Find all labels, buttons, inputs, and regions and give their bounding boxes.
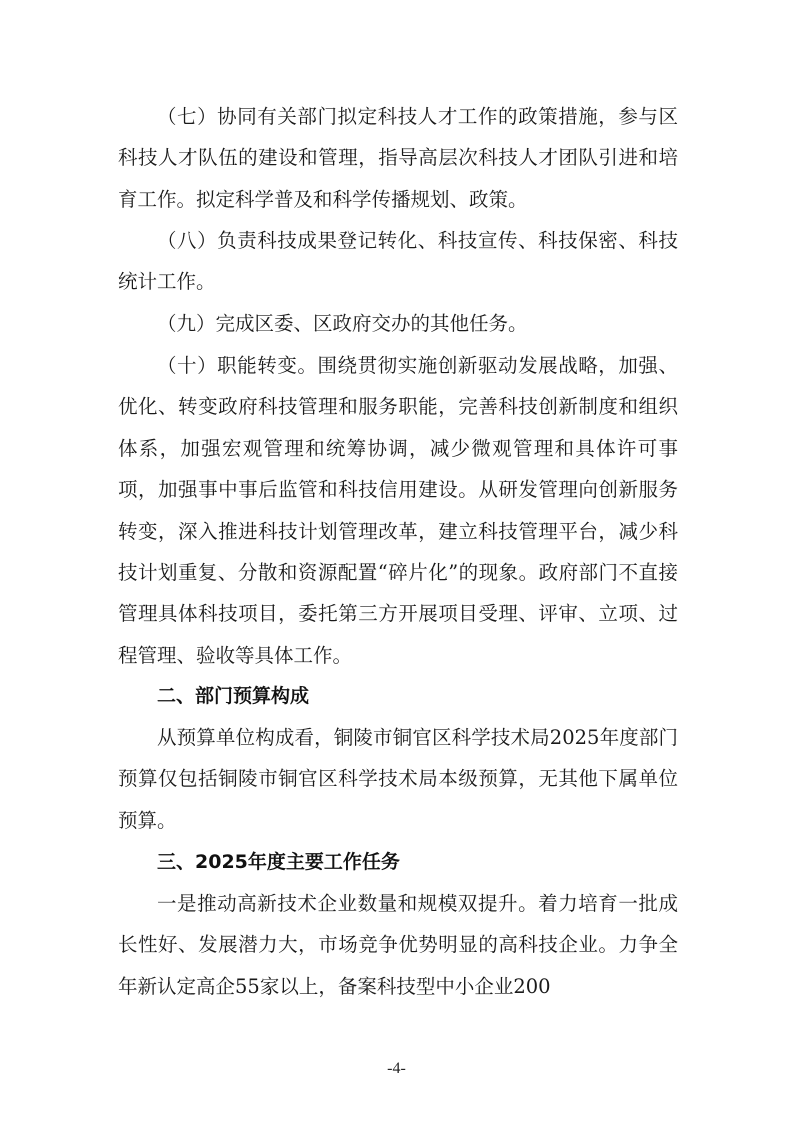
section-heading-budget-structure: 二、部门预算构成 (157, 685, 310, 707)
page-number: -4- (387, 1060, 406, 1077)
paragraph-item-10: （十）职能转变。围绕贯彻实施创新驱动发展战略，加强、优化、转变政府科技管理和服务职能，完善科技创新制度和组织体系，加强宏观管理和统筹协调，减少微观管理和具体许可事项，加强事中事后监管和科技信用建设。从研发管理向创新服务转变，深入推进科技计划管理改革，建立科技管理平台，减少科技计划重复、分散和资源配置“碎片化”的现象。政府部门不直接管理具体科技项目，委托第三方开展项目受理、评审、立项、过程管理、验收等具体工作。 (118, 354, 678, 667)
paragraph-budget-structure: 从预算单位构成看，铜陵市铜官区科学技术局2025年度部门预算仅包括铜陵市铜官区科学技术局本级预算，无其他下属单位预算。 (118, 726, 678, 832)
paragraph-main-tasks: 一是推动高新技术企业数量和规模双提升。着力培育一批成长性好、发展潜力大，市场竞争优势明显的高科技企业。力争全年新认定高企55家以上，备案科技型中小企业200 (118, 892, 678, 998)
paragraph-item-7: （七）协同有关部门拟定科技人才工作的政策措施，参与区科技人才队伍的建设和管理，指导高层次科技人才团队引进和培育工作。拟定科学普及和科学传播规划、政策。 (118, 105, 678, 211)
section-heading-main-tasks: 三、2025年度主要工作任务 (157, 851, 400, 873)
paragraph-item-8: （八）负责科技成果登记转化、科技宣传、科技保密、科技统计工作。 (118, 229, 678, 294)
paragraph-item-9: （九）完成区委、区政府交办的其他任务。 (157, 312, 528, 335)
